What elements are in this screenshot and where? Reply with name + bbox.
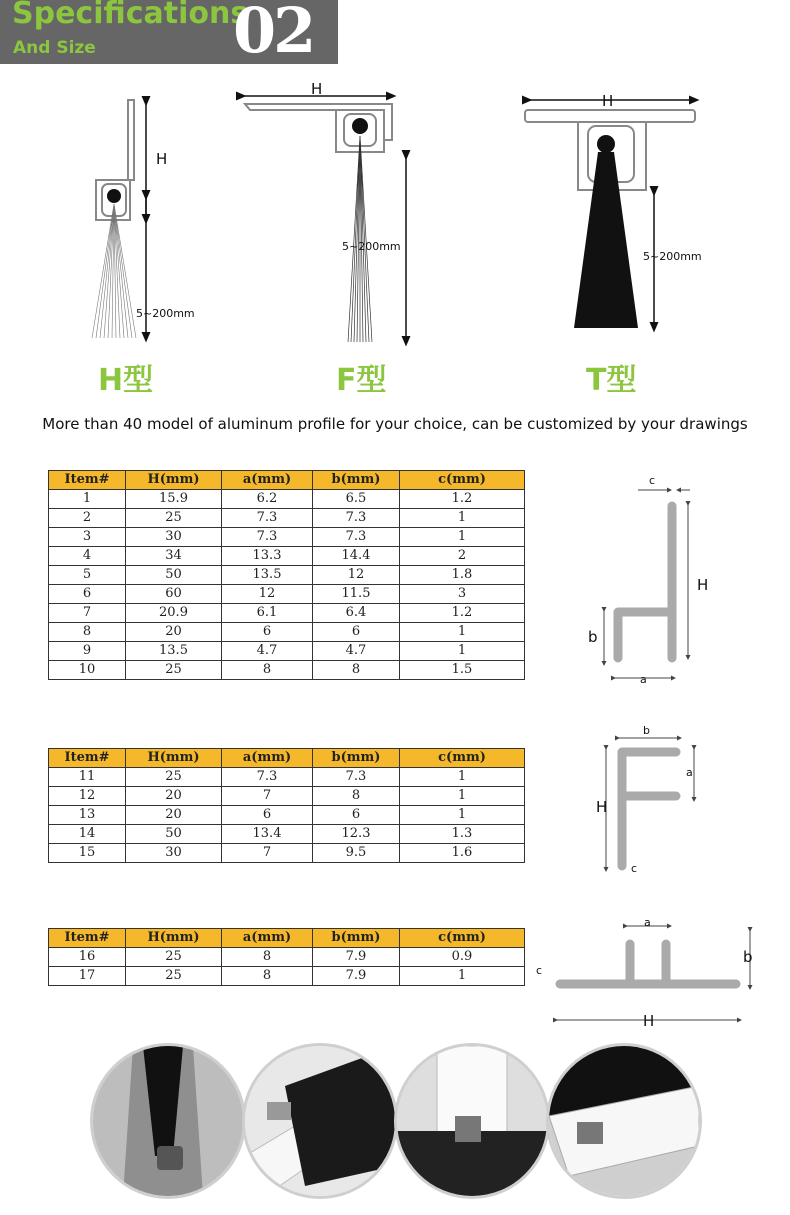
- table-cell: 1: [400, 806, 525, 825]
- profile-1-h-label: H: [697, 576, 709, 594]
- table-cell: 4.7: [313, 642, 400, 661]
- spec-table-2: [48, 748, 525, 863]
- t-type-h-label: H: [602, 92, 614, 110]
- profile-2-h-label: H: [596, 798, 608, 816]
- table-cell: 8: [49, 623, 126, 642]
- table-cell: 1.2: [400, 604, 525, 623]
- col-c: c(mm): [400, 749, 525, 768]
- table-cell: 7.3: [313, 509, 400, 528]
- table-cell: 1.2: [400, 490, 525, 509]
- col-item: Item#: [49, 471, 126, 490]
- profile-3-h-label: H: [643, 1012, 655, 1030]
- profile-3-b-label: b: [743, 948, 753, 966]
- table-row: [49, 490, 525, 509]
- table-cell: 1: [400, 528, 525, 547]
- table-cell: 1.6: [400, 844, 525, 863]
- table-cell: 8: [222, 661, 313, 680]
- table-cell: 11: [49, 768, 126, 787]
- table-cell: 7: [222, 787, 313, 806]
- table-row: [49, 604, 525, 623]
- section-subtitle: And Size: [13, 38, 96, 58]
- table-cell: 30: [126, 844, 222, 863]
- table-cell: 5: [49, 566, 126, 585]
- table-cell: 1: [49, 490, 126, 509]
- table-row: [49, 806, 525, 825]
- table-cell: 13: [49, 806, 126, 825]
- table-cell: 1: [400, 642, 525, 661]
- table-cell: 9: [49, 642, 126, 661]
- table-cell: 3: [49, 528, 126, 547]
- table-cell: 1: [400, 623, 525, 642]
- col-h: H(mm): [126, 749, 222, 768]
- table-cell: 0.9: [400, 948, 525, 967]
- table-cell: 16: [49, 948, 126, 967]
- table-cell: 6.2: [222, 490, 313, 509]
- table-cell: 60: [126, 585, 222, 604]
- table-row: [49, 585, 525, 604]
- table-cell: 25: [126, 768, 222, 787]
- table-cell: 14.4: [313, 547, 400, 566]
- table-cell: 8: [222, 948, 313, 967]
- h-type-label: H型: [98, 363, 154, 398]
- table-cell: 11.5: [313, 585, 400, 604]
- table-cell: 13.5: [222, 566, 313, 585]
- col-a: a(mm): [222, 471, 313, 490]
- table-cell: 6.4: [313, 604, 400, 623]
- profile-1-a-label: a: [640, 673, 647, 686]
- table-header-row: [49, 471, 525, 490]
- col-b: b(mm): [313, 749, 400, 768]
- product-photo-4: [546, 1043, 702, 1199]
- col-item: Item#: [49, 929, 126, 948]
- table-cell: 14: [49, 825, 126, 844]
- profile-3-a-label: a: [644, 916, 651, 929]
- t-type-label: T型: [586, 363, 637, 398]
- table-row: [49, 509, 525, 528]
- col-h: H(mm): [126, 471, 222, 490]
- table-cell: 1: [400, 768, 525, 787]
- table-row: [49, 661, 525, 680]
- profile-1-b-label: b: [588, 628, 598, 646]
- table-cell: 7.3: [222, 528, 313, 547]
- table-row: [49, 948, 525, 967]
- col-a: a(mm): [222, 749, 313, 768]
- table-cell: 10: [49, 661, 126, 680]
- col-c: c(mm): [400, 929, 525, 948]
- table-cell: 8: [313, 661, 400, 680]
- table-cell: 15: [49, 844, 126, 863]
- table-cell: 12: [49, 787, 126, 806]
- table-cell: 25: [126, 661, 222, 680]
- table-cell: 8: [222, 967, 313, 986]
- table-cell: 1.3: [400, 825, 525, 844]
- table-cell: 6.1: [222, 604, 313, 623]
- col-c: c(mm): [400, 471, 525, 490]
- spec-table-3: [48, 928, 525, 986]
- table-cell: 4.7: [222, 642, 313, 661]
- table-cell: 1: [400, 967, 525, 986]
- col-b: b(mm): [313, 471, 400, 490]
- table-cell: 2: [49, 509, 126, 528]
- table-cell: 2: [400, 547, 525, 566]
- table-cell: 13.4: [222, 825, 313, 844]
- table-cell: 6: [222, 806, 313, 825]
- table-cell: 50: [126, 825, 222, 844]
- table-cell: 17: [49, 967, 126, 986]
- table-row: [49, 623, 525, 642]
- h-type-h-label: H: [156, 150, 168, 168]
- product-photo-1: [90, 1043, 246, 1199]
- table-cell: 12.3: [313, 825, 400, 844]
- product-photo-3: [394, 1043, 550, 1199]
- f-type-h-label: H: [311, 80, 323, 98]
- h-type-length-label: 5~200mm: [136, 307, 195, 320]
- table-cell: 25: [126, 967, 222, 986]
- table-cell: 30: [126, 528, 222, 547]
- table-cell: 50: [126, 566, 222, 585]
- table-cell: 15.9: [126, 490, 222, 509]
- table-3-body: [49, 948, 525, 986]
- table-cell: 8: [313, 787, 400, 806]
- table-cell: 13.3: [222, 547, 313, 566]
- profile-2-c-label: c: [631, 862, 638, 875]
- f-type-diagram: [242, 96, 406, 342]
- table-cell: 7.3: [313, 768, 400, 787]
- col-b: b(mm): [313, 929, 400, 948]
- product-photo-2: [242, 1043, 398, 1199]
- table-cell: 12: [222, 585, 313, 604]
- table-cell: 34: [126, 547, 222, 566]
- table-1-body: [49, 490, 525, 680]
- table-row: [49, 566, 525, 585]
- t-type-length-label: 5~200mm: [643, 250, 702, 263]
- table-cell: 20: [126, 806, 222, 825]
- table-cell: 20: [126, 623, 222, 642]
- table-row: [49, 642, 525, 661]
- table-cell: 1.8: [400, 566, 525, 585]
- table-row: [49, 967, 525, 986]
- t-type-diagram: [525, 100, 695, 328]
- table-cell: 7.3: [222, 768, 313, 787]
- table-header-row: [49, 749, 525, 768]
- table-cell: 4: [49, 547, 126, 566]
- profile-3-c-label: c: [536, 964, 543, 977]
- spec-table-1: [48, 470, 525, 680]
- table-cell: 6: [222, 623, 313, 642]
- table-row: [49, 768, 525, 787]
- h-type-diagram: [92, 100, 146, 338]
- table-header-row: [49, 929, 525, 948]
- table-row: [49, 547, 525, 566]
- table-cell: 1: [400, 787, 525, 806]
- table-cell: 7: [222, 844, 313, 863]
- table-cell: 13.5: [126, 642, 222, 661]
- table-row: [49, 825, 525, 844]
- profile-2-a-label: a: [686, 766, 693, 779]
- table-row: [49, 787, 525, 806]
- profile-1-shape: [618, 506, 672, 658]
- section-title: Specifications: [12, 0, 249, 31]
- table-cell: 7: [49, 604, 126, 623]
- table-cell: 20.9: [126, 604, 222, 623]
- table-row: [49, 844, 525, 863]
- table-cell: 6: [49, 585, 126, 604]
- table-cell: 7.3: [313, 528, 400, 547]
- col-h: H(mm): [126, 929, 222, 948]
- table-cell: 3: [400, 585, 525, 604]
- profile-2-b-label: b: [643, 724, 650, 737]
- col-a: a(mm): [222, 929, 313, 948]
- table-row: [49, 528, 525, 547]
- table-cell: 1.5: [400, 661, 525, 680]
- table-cell: 7.9: [313, 967, 400, 986]
- table-cell: 9.5: [313, 844, 400, 863]
- profile-diagrams: [540, 468, 790, 1028]
- table-cell: 12: [313, 566, 400, 585]
- table-cell: 25: [126, 948, 222, 967]
- table-cell: 6.5: [313, 490, 400, 509]
- table-cell: 6: [313, 806, 400, 825]
- table-cell: 20: [126, 787, 222, 806]
- f-type-length-label: 5~200mm: [342, 240, 401, 253]
- profile-1-c-label: c: [649, 474, 656, 487]
- table-cell: 7.3: [222, 509, 313, 528]
- table-cell: 1: [400, 509, 525, 528]
- intro-text: More than 40 model of aluminum profile for your choice, can be customized by your drawings: [42, 415, 748, 433]
- table-cell: 7.9: [313, 948, 400, 967]
- f-type-label: F型: [336, 363, 387, 398]
- section-number: 02: [233, 0, 314, 67]
- table-cell: 25: [126, 509, 222, 528]
- table-2-body: [49, 768, 525, 863]
- table-cell: 6: [313, 623, 400, 642]
- col-item: Item#: [49, 749, 126, 768]
